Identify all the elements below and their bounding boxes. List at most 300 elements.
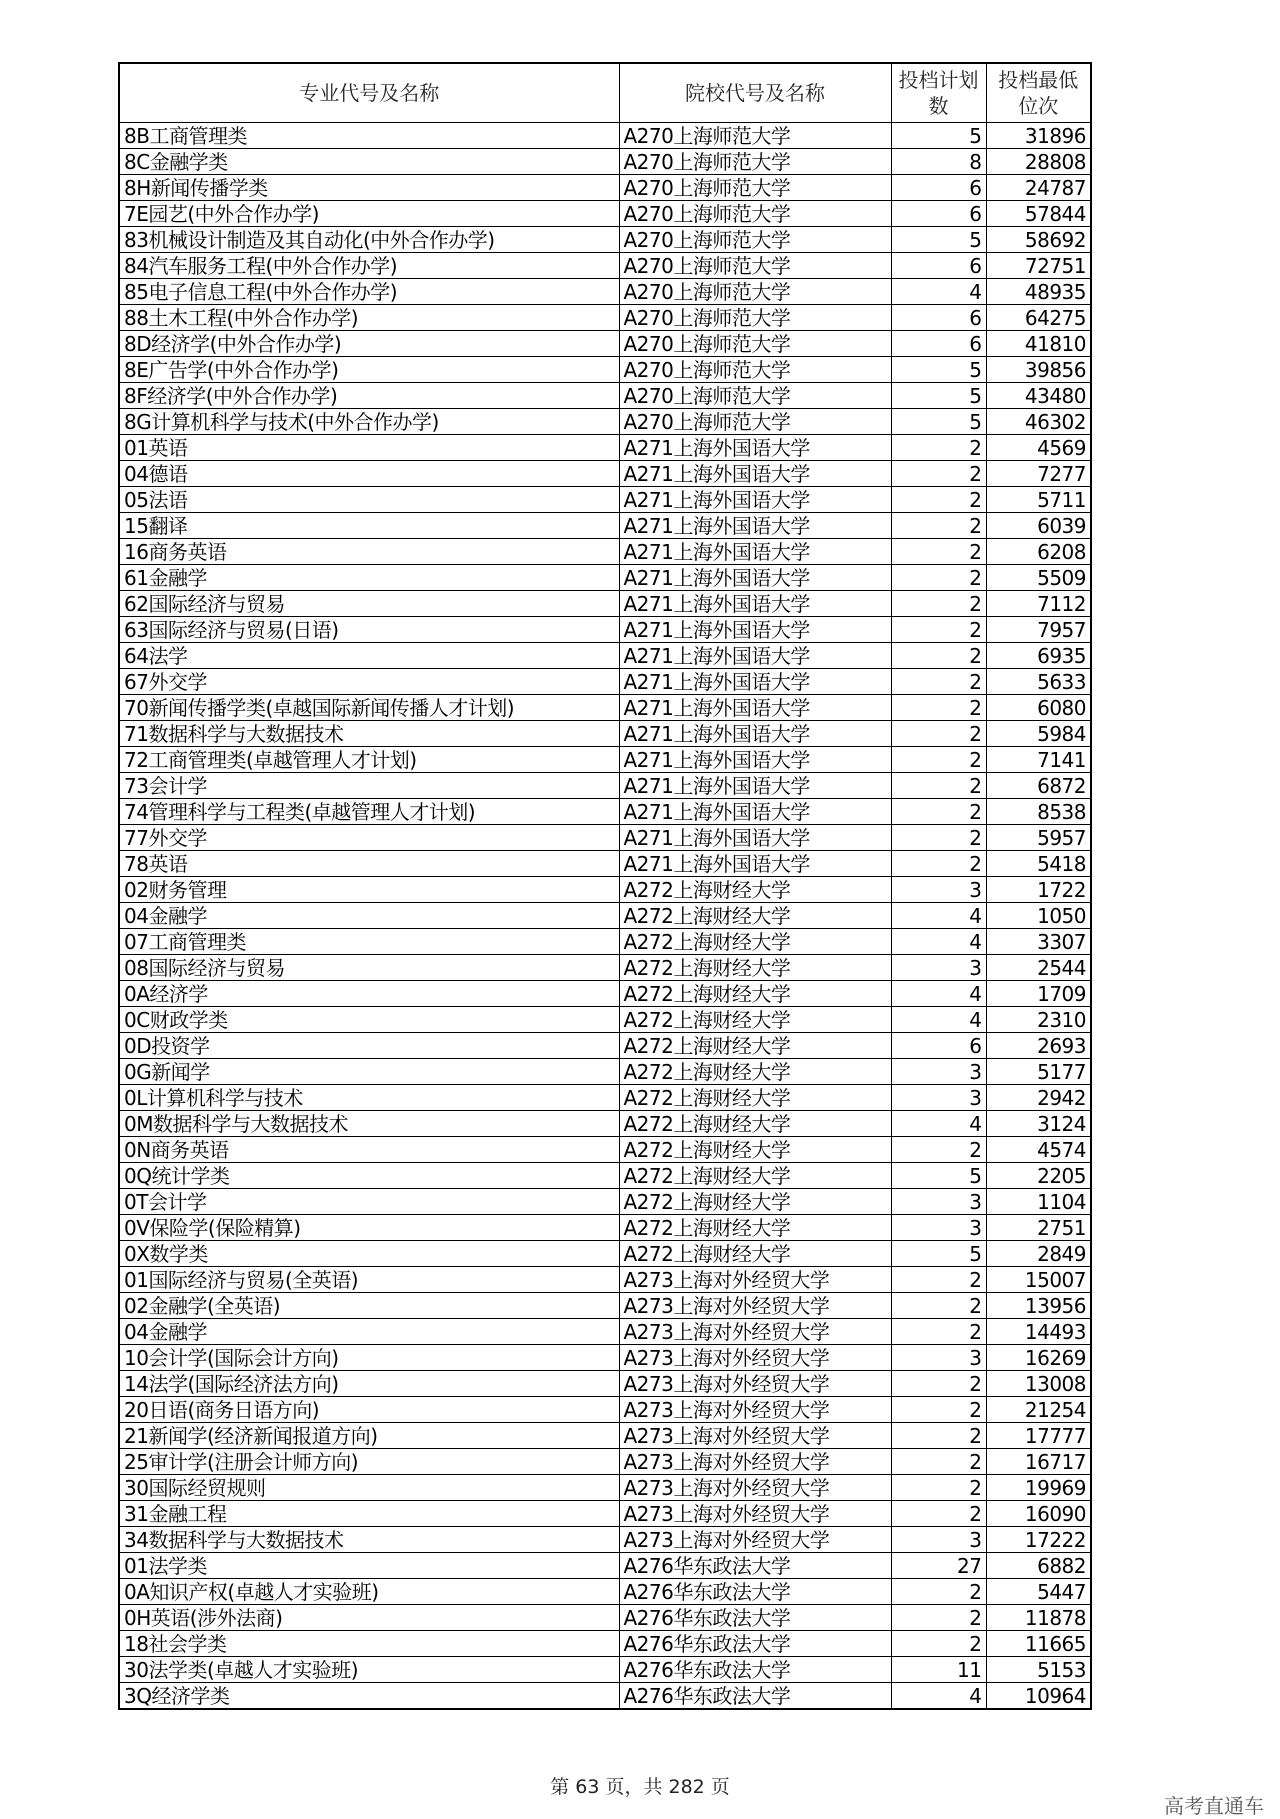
cell-school: A271上海外国语大学 [619,643,891,669]
table-row [119,617,1091,643]
cell-school: A270上海师范大学 [619,175,891,201]
cell-plan-count: 3 [891,1345,986,1371]
cell-plan-count: 11 [891,1657,986,1683]
cell-plan-count: 2 [891,1475,986,1501]
header-school: 院校代号及名称 [619,63,891,123]
cell-school: A273上海对外经贸大学 [619,1397,891,1423]
cell-min-rank: 57844 [986,201,1091,227]
table-row [119,1059,1091,1085]
cell-major: 78英语 [119,851,619,877]
cell-plan-count: 2 [891,461,986,487]
cell-min-rank: 21254 [986,1397,1091,1423]
cell-min-rank: 39856 [986,357,1091,383]
table-row [119,799,1091,825]
cell-plan-count: 2 [891,565,986,591]
table-row [119,643,1091,669]
cell-plan-count: 2 [891,747,986,773]
cell-major: 0C财政学类 [119,1007,619,1033]
table-row [119,669,1091,695]
table-row [119,409,1091,435]
cell-min-rank: 2751 [986,1215,1091,1241]
cell-min-rank: 4569 [986,435,1091,461]
table-row [119,201,1091,227]
cell-min-rank: 7277 [986,461,1091,487]
cell-major: 7E园艺(中外合作办学) [119,201,619,227]
cell-major: 0V保险学(保险精算) [119,1215,619,1241]
cell-school: A270上海师范大学 [619,383,891,409]
cell-min-rank: 5177 [986,1059,1091,1085]
table-row [119,773,1091,799]
table-row [119,1267,1091,1293]
cell-min-rank: 7112 [986,591,1091,617]
cell-school: A271上海外国语大学 [619,721,891,747]
cell-plan-count: 2 [891,1397,986,1423]
cell-min-rank: 2205 [986,1163,1091,1189]
cell-major: 62国际经济与贸易 [119,591,619,617]
cell-plan-count: 2 [891,617,986,643]
cell-major: 0A经济学 [119,981,619,1007]
cell-school: A272上海财经大学 [619,1241,891,1267]
table-row [119,955,1091,981]
cell-school: A270上海师范大学 [619,331,891,357]
cell-school: A272上海财经大学 [619,903,891,929]
cell-school: A271上海外国语大学 [619,799,891,825]
table-row [119,1163,1091,1189]
cell-min-rank: 5153 [986,1657,1091,1683]
cell-major: 0H英语(涉外法商) [119,1605,619,1631]
cell-major: 14法学(国际经济法方向) [119,1371,619,1397]
cell-plan-count: 2 [891,435,986,461]
cell-school: A276华东政法大学 [619,1631,891,1657]
table-row [119,149,1091,175]
cell-school: A271上海外国语大学 [619,825,891,851]
cell-school: A273上海对外经贸大学 [619,1423,891,1449]
cell-major: 21新闻学(经济新闻报道方向) [119,1423,619,1449]
cell-major: 01法学类 [119,1553,619,1579]
cell-min-rank: 43480 [986,383,1091,409]
cell-plan-count: 2 [891,695,986,721]
cell-plan-count: 2 [891,669,986,695]
table-row [119,903,1091,929]
cell-plan-count: 2 [891,773,986,799]
cell-major: 8H新闻传播学类 [119,175,619,201]
cell-major: 0G新闻学 [119,1059,619,1085]
cell-min-rank: 28808 [986,149,1091,175]
header-row [119,63,1091,123]
cell-major: 0X数学类 [119,1241,619,1267]
cell-major: 8B工商管理类 [119,123,619,149]
cell-plan-count: 3 [891,1085,986,1111]
cell-plan-count: 2 [891,1293,986,1319]
cell-plan-count: 3 [891,1215,986,1241]
cell-major: 07工商管理类 [119,929,619,955]
cell-school: A273上海对外经贸大学 [619,1475,891,1501]
cell-min-rank: 2693 [986,1033,1091,1059]
cell-school: A271上海外国语大学 [619,617,891,643]
table-row [119,253,1091,279]
cell-min-rank: 6872 [986,773,1091,799]
cell-school: A270上海师范大学 [619,409,891,435]
cell-major: 10会计学(国际会计方向) [119,1345,619,1371]
cell-school: A276华东政法大学 [619,1553,891,1579]
table-row [119,1293,1091,1319]
cell-plan-count: 5 [891,383,986,409]
table-row [119,1527,1091,1553]
cell-major: 34数据科学与大数据技术 [119,1527,619,1553]
cell-major: 70新闻传播学类(卓越国际新闻传播人才计划) [119,695,619,721]
table-row [119,175,1091,201]
cell-plan-count: 2 [891,1423,986,1449]
cell-school: A272上海财经大学 [619,1007,891,1033]
cell-min-rank: 5509 [986,565,1091,591]
cell-min-rank: 11665 [986,1631,1091,1657]
cell-major: 04德语 [119,461,619,487]
cell-plan-count: 2 [891,1579,986,1605]
cell-major: 84汽车服务工程(中外合作办学) [119,253,619,279]
table-row [119,825,1091,851]
cell-plan-count: 5 [891,409,986,435]
cell-school: A271上海外国语大学 [619,513,891,539]
table-row [119,1553,1091,1579]
cell-major: 15翻译 [119,513,619,539]
cell-school: A271上海外国语大学 [619,695,891,721]
cell-min-rank: 13956 [986,1293,1091,1319]
watermark-text: 高考直通车 [1164,1794,1264,1818]
cell-plan-count: 2 [891,1449,986,1475]
cell-school: A273上海对外经贸大学 [619,1319,891,1345]
cell-school: A272上海财经大学 [619,1215,891,1241]
cell-major: 05法语 [119,487,619,513]
cell-major: 02金融学(全英语) [119,1293,619,1319]
cell-major: 88土木工程(中外合作办学) [119,305,619,331]
cell-school: A271上海外国语大学 [619,539,891,565]
cell-school: A272上海财经大学 [619,1111,891,1137]
cell-min-rank: 8538 [986,799,1091,825]
cell-major: 16商务英语 [119,539,619,565]
cell-min-rank: 16269 [986,1345,1091,1371]
table-row [119,1423,1091,1449]
cell-plan-count: 8 [891,149,986,175]
table-row [119,305,1091,331]
cell-plan-count: 2 [891,487,986,513]
cell-school: A273上海对外经贸大学 [619,1371,891,1397]
cell-plan-count: 2 [891,643,986,669]
cell-major: 8G计算机科学与技术(中外合作办学) [119,409,619,435]
cell-min-rank: 6080 [986,695,1091,721]
cell-school: A271上海外国语大学 [619,669,891,695]
table-row [119,1137,1091,1163]
cell-min-rank: 1709 [986,981,1091,1007]
table-row [119,227,1091,253]
cell-major: 04金融学 [119,903,619,929]
table-row [119,1033,1091,1059]
cell-major: 08国际经济与贸易 [119,955,619,981]
cell-min-rank: 15007 [986,1267,1091,1293]
table-row [119,1007,1091,1033]
cell-major: 0L计算机科学与技术 [119,1085,619,1111]
cell-major: 67外交学 [119,669,619,695]
cell-plan-count: 3 [891,1189,986,1215]
table-row [119,695,1091,721]
cell-school: A272上海财经大学 [619,1085,891,1111]
cell-plan-count: 2 [891,1319,986,1345]
table-row [119,929,1091,955]
cell-major: 18社会学类 [119,1631,619,1657]
cell-min-rank: 6208 [986,539,1091,565]
cell-plan-count: 3 [891,955,986,981]
cell-min-rank: 5957 [986,825,1091,851]
cell-school: A270上海师范大学 [619,279,891,305]
cell-min-rank: 6882 [986,1553,1091,1579]
cell-plan-count: 2 [891,539,986,565]
cell-major: 01国际经济与贸易(全英语) [119,1267,619,1293]
cell-plan-count: 6 [891,253,986,279]
table-row [119,1215,1091,1241]
cell-plan-count: 4 [891,903,986,929]
table-row [119,513,1091,539]
cell-school: A276华东政法大学 [619,1657,891,1683]
cell-school: A270上海师范大学 [619,305,891,331]
table-row [119,981,1091,1007]
cell-school: A272上海财经大学 [619,1059,891,1085]
cell-min-rank: 3124 [986,1111,1091,1137]
cell-plan-count: 5 [891,227,986,253]
cell-plan-count: 6 [891,201,986,227]
cell-min-rank: 16090 [986,1501,1091,1527]
cell-min-rank: 5711 [986,487,1091,513]
cell-plan-count: 6 [891,331,986,357]
table-row [119,1111,1091,1137]
cell-school: A272上海财经大学 [619,1137,891,1163]
cell-min-rank: 10964 [986,1683,1091,1710]
cell-min-rank: 41810 [986,331,1091,357]
admission-table [118,62,1092,1710]
table-row [119,1579,1091,1605]
cell-plan-count: 4 [891,929,986,955]
cell-major: 61金融学 [119,565,619,591]
cell-major: 73会计学 [119,773,619,799]
cell-school: A271上海外国语大学 [619,435,891,461]
table-row [119,279,1091,305]
cell-plan-count: 5 [891,123,986,149]
table-row [119,1475,1091,1501]
cell-major: 20日语(商务日语方向) [119,1397,619,1423]
cell-school: A273上海对外经贸大学 [619,1501,891,1527]
header-plan-count: 投档计划数 [891,63,986,123]
table-row [119,435,1091,461]
cell-school: A271上海外国语大学 [619,851,891,877]
cell-min-rank: 5633 [986,669,1091,695]
cell-school: A270上海师范大学 [619,357,891,383]
cell-plan-count: 2 [891,1371,986,1397]
cell-plan-count: 2 [891,591,986,617]
cell-major: 0M数据科学与大数据技术 [119,1111,619,1137]
cell-min-rank: 1050 [986,903,1091,929]
cell-plan-count: 2 [891,825,986,851]
cell-major: 74管理科学与工程类(卓越管理人才计划) [119,799,619,825]
cell-min-rank: 24787 [986,175,1091,201]
cell-plan-count: 2 [891,1501,986,1527]
cell-school: A272上海财经大学 [619,1163,891,1189]
table-row [119,331,1091,357]
cell-school: A272上海财经大学 [619,981,891,1007]
cell-school: A271上海外国语大学 [619,591,891,617]
cell-school: A271上海外国语大学 [619,461,891,487]
table-row [119,877,1091,903]
cell-major: 25审计学(注册会计师方向) [119,1449,619,1475]
table-row [119,1683,1091,1710]
cell-plan-count: 5 [891,1241,986,1267]
cell-plan-count: 2 [891,1631,986,1657]
cell-plan-count: 2 [891,851,986,877]
table-row [119,721,1091,747]
cell-school: A270上海师范大学 [619,253,891,279]
cell-school: A272上海财经大学 [619,877,891,903]
table-row [119,357,1091,383]
cell-school: A273上海对外经贸大学 [619,1345,891,1371]
cell-plan-count: 5 [891,357,986,383]
cell-min-rank: 13008 [986,1371,1091,1397]
cell-min-rank: 11878 [986,1605,1091,1631]
cell-school: A273上海对外经贸大学 [619,1293,891,1319]
cell-min-rank: 17222 [986,1527,1091,1553]
cell-min-rank: 3307 [986,929,1091,955]
table-row [119,1345,1091,1371]
cell-major: 72工商管理类(卓越管理人才计划) [119,747,619,773]
cell-plan-count: 27 [891,1553,986,1579]
cell-major: 8F经济学(中外合作办学) [119,383,619,409]
table-row [119,1605,1091,1631]
table-row [119,851,1091,877]
cell-major: 30国际经贸规则 [119,1475,619,1501]
cell-min-rank: 17777 [986,1423,1091,1449]
cell-major: 02财务管理 [119,877,619,903]
cell-min-rank: 31896 [986,123,1091,149]
cell-school: A271上海外国语大学 [619,747,891,773]
cell-plan-count: 2 [891,1605,986,1631]
cell-min-rank: 46302 [986,409,1091,435]
table-row [119,747,1091,773]
cell-major: 8D经济学(中外合作办学) [119,331,619,357]
cell-plan-count: 6 [891,175,986,201]
cell-plan-count: 4 [891,279,986,305]
cell-school: A273上海对外经贸大学 [619,1527,891,1553]
page-number: 第 63 页，共 282 页 [550,1776,730,1798]
table-row [119,461,1091,487]
table-row [119,1189,1091,1215]
cell-plan-count: 2 [891,799,986,825]
cell-min-rank: 1722 [986,877,1091,903]
cell-min-rank: 2849 [986,1241,1091,1267]
cell-school: A270上海师范大学 [619,149,891,175]
cell-major: 64法学 [119,643,619,669]
cell-school: A270上海师范大学 [619,201,891,227]
cell-min-rank: 14493 [986,1319,1091,1345]
table-row [119,1371,1091,1397]
cell-min-rank: 2310 [986,1007,1091,1033]
cell-major: 01英语 [119,435,619,461]
cell-plan-count: 6 [891,305,986,331]
table-row [119,539,1091,565]
cell-school: A271上海外国语大学 [619,565,891,591]
cell-min-rank: 58692 [986,227,1091,253]
cell-school: A271上海外国语大学 [619,487,891,513]
cell-major: 0T会计学 [119,1189,619,1215]
cell-major: 77外交学 [119,825,619,851]
table-row [119,565,1091,591]
cell-major: 85电子信息工程(中外合作办学) [119,279,619,305]
cell-major: 0Q统计学类 [119,1163,619,1189]
cell-min-rank: 1104 [986,1189,1091,1215]
cell-school: A276华东政法大学 [619,1683,891,1710]
header-major: 专业代号及名称 [119,63,619,123]
table-row [119,1085,1091,1111]
cell-plan-count: 4 [891,1111,986,1137]
cell-school: A272上海财经大学 [619,1033,891,1059]
cell-major: 0D投资学 [119,1033,619,1059]
cell-school: A273上海对外经贸大学 [619,1449,891,1475]
cell-plan-count: 3 [891,1527,986,1553]
cell-school: A270上海师范大学 [619,123,891,149]
cell-plan-count: 6 [891,1033,986,1059]
cell-plan-count: 2 [891,1137,986,1163]
cell-major: 71数据科学与大数据技术 [119,721,619,747]
cell-major: 3Q经济学类 [119,1683,619,1710]
cell-major: 8C金融学类 [119,149,619,175]
cell-plan-count: 4 [891,1007,986,1033]
cell-major: 0A知识产权(卓越人才实验班) [119,1579,619,1605]
cell-school: A273上海对外经贸大学 [619,1267,891,1293]
cell-min-rank: 16717 [986,1449,1091,1475]
cell-major: 31金融工程 [119,1501,619,1527]
cell-school: A276华东政法大学 [619,1579,891,1605]
cell-plan-count: 4 [891,981,986,1007]
cell-school: A272上海财经大学 [619,1189,891,1215]
cell-plan-count: 5 [891,1163,986,1189]
cell-min-rank: 6039 [986,513,1091,539]
table-row [119,1241,1091,1267]
table-row [119,123,1091,149]
cell-school: A276华东政法大学 [619,1605,891,1631]
table-row [119,487,1091,513]
cell-min-rank: 5447 [986,1579,1091,1605]
cell-school: A272上海财经大学 [619,929,891,955]
cell-plan-count: 2 [891,721,986,747]
table-row [119,383,1091,409]
cell-school: A270上海师范大学 [619,227,891,253]
cell-plan-count: 3 [891,1059,986,1085]
cell-min-rank: 7957 [986,617,1091,643]
table-row [119,1397,1091,1423]
table-row [119,1657,1091,1683]
cell-major: 0N商务英语 [119,1137,619,1163]
cell-plan-count: 4 [891,1683,986,1710]
table-row [119,1449,1091,1475]
table-row [119,1631,1091,1657]
cell-min-rank: 2942 [986,1085,1091,1111]
cell-min-rank: 6935 [986,643,1091,669]
cell-min-rank: 4574 [986,1137,1091,1163]
cell-major: 04金融学 [119,1319,619,1345]
cell-min-rank: 72751 [986,253,1091,279]
cell-min-rank: 64275 [986,305,1091,331]
cell-min-rank: 5984 [986,721,1091,747]
cell-school: A271上海外国语大学 [619,773,891,799]
cell-min-rank: 19969 [986,1475,1091,1501]
cell-min-rank: 7141 [986,747,1091,773]
cell-major: 30法学类(卓越人才实验班) [119,1657,619,1683]
cell-school: A272上海财经大学 [619,955,891,981]
